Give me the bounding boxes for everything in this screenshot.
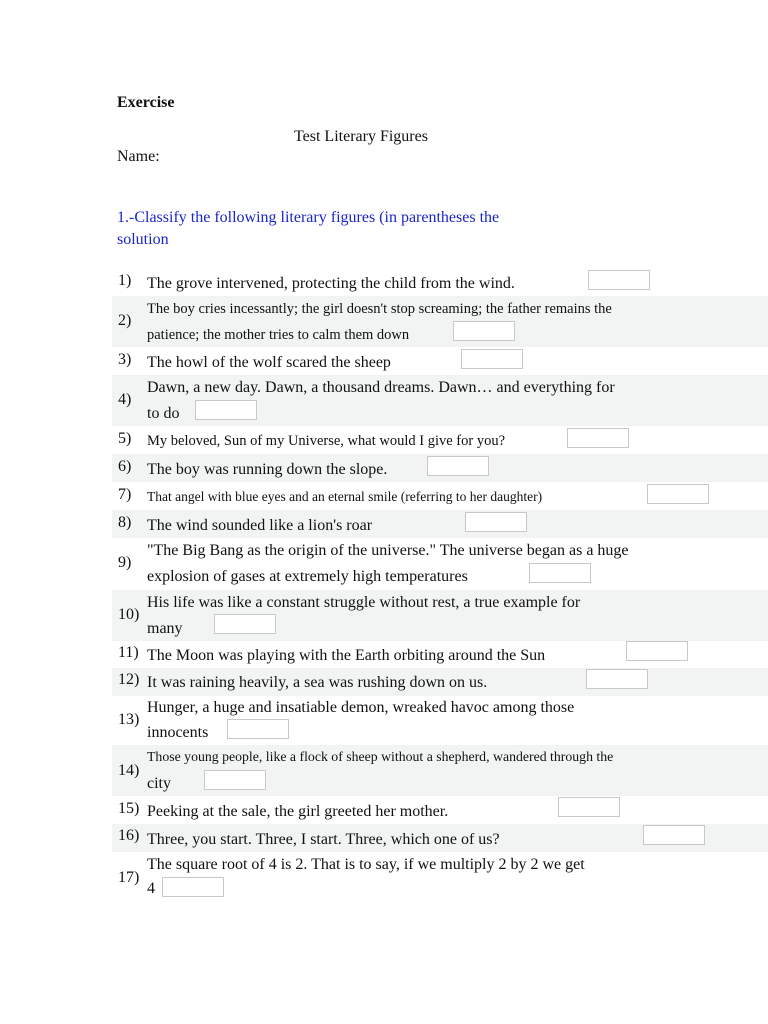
instruction-text (117, 207, 547, 251)
list-item (112, 696, 768, 744)
item-number: 12) (118, 671, 140, 688)
list-item (112, 797, 768, 824)
item-text: Peeking at the sale, the girl greeted her mother. (147, 803, 449, 820)
list-item (112, 852, 768, 902)
answer-box[interactable] (214, 614, 276, 634)
item-number: 5) (118, 430, 132, 447)
item-text: It was raining heavily, a sea was rushing down on us. (147, 674, 488, 691)
item-number: 2) (118, 312, 132, 329)
answer-box[interactable] (453, 321, 515, 341)
item-text: The howl of the wolf scared the sheep (147, 354, 391, 371)
answer-box[interactable] (195, 400, 257, 420)
item-number: 17) (118, 869, 140, 886)
exercise-heading: Exercise (117, 94, 175, 111)
item-number: 6) (118, 458, 132, 475)
item-text-line-1: "The Big Bang as the origin of the universe." The universe began as a huge (147, 542, 629, 559)
item-text-line-1: Dawn, a new day. Dawn, a thousand dreams. Dawn… and everything for (147, 379, 615, 396)
answer-box[interactable] (162, 877, 224, 897)
item-text-line-1: The square root of 4 is 2. That is to say, if we multiply 2 by 2 we get (147, 856, 585, 873)
instruction-line-2: solution (117, 231, 169, 248)
item-number: 16) (118, 827, 140, 844)
answer-box[interactable] (558, 797, 620, 817)
item-text: My beloved, Sun of my Universe, what would I give for you? (147, 433, 506, 449)
answer-box[interactable] (204, 770, 266, 790)
list-item (112, 454, 768, 482)
answer-box[interactable] (586, 669, 648, 689)
item-text-line-2: explosion of gases at extremely high temperatures (147, 568, 468, 585)
item-number: 3) (118, 351, 132, 368)
item-number: 4) (118, 391, 132, 408)
list-item (112, 483, 768, 509)
item-text-line-2: 4 (147, 880, 155, 897)
list-item (112, 642, 768, 668)
answer-box[interactable] (588, 270, 650, 290)
page-title: Test Literary Figures (294, 128, 428, 145)
item-text-line-1: Hunger, a huge and insatiable demon, wreaked havoc among those (147, 699, 575, 716)
answer-box[interactable] (427, 456, 489, 476)
list-item (112, 510, 768, 538)
answer-box[interactable] (465, 512, 527, 532)
item-text-line-2: many (147, 620, 183, 637)
item-text: The wind sounded like a lion's roar (147, 517, 373, 534)
answer-box[interactable] (461, 349, 523, 369)
name-label: Name: (117, 148, 160, 165)
answer-box[interactable] (643, 825, 705, 845)
item-number: 13) (118, 711, 140, 728)
item-text-line-2: patience; the mother tries to calm them down (147, 327, 410, 343)
item-number: 15) (118, 800, 140, 817)
item-text-line-2: to do (147, 405, 180, 422)
item-number: 14) (118, 762, 140, 779)
list-item (112, 348, 768, 374)
list-item (112, 590, 768, 641)
item-text-line-1: His life was like a constant struggle without rest, a true example for (147, 594, 581, 611)
item-number: 11) (118, 644, 139, 661)
answer-box[interactable] (227, 719, 289, 739)
list-item (112, 375, 768, 426)
list-item (112, 427, 768, 453)
item-text-line-2: innocents (147, 724, 209, 741)
item-text: The boy was running down the slope. (147, 461, 388, 478)
list-item (112, 824, 768, 852)
list-item (112, 538, 768, 589)
item-number: 7) (118, 486, 132, 503)
item-text-line-1: Those young people, like a flock of sheep without a shepherd, wandered through the (147, 749, 614, 764)
item-text: That angel with blue eyes and an eternal smile (referring to her daughter) (147, 489, 543, 504)
answer-box[interactable] (626, 641, 688, 661)
item-number: 9) (118, 554, 132, 571)
item-text: The Moon was playing with the Earth orbiting around the Sun (147, 647, 546, 664)
list-item (112, 296, 768, 347)
answer-box[interactable] (529, 563, 591, 583)
item-text: The grove intervened, protecting the child from the wind. (147, 275, 515, 292)
item-text-line-2: city (147, 775, 171, 792)
list-item (112, 745, 768, 796)
item-number: 8) (118, 514, 132, 531)
answer-box[interactable] (647, 484, 709, 504)
item-text: Three, you start. Three, I start. Three, which one of us? (147, 831, 500, 848)
item-text-line-1: The boy cries incessantly; the girl doesn't stop screaming; the father remains the (147, 301, 612, 317)
list-item (112, 668, 768, 696)
list-item (112, 270, 768, 296)
item-number: 1) (118, 272, 132, 289)
item-number: 10) (118, 606, 140, 623)
answer-box[interactable] (567, 428, 629, 448)
instruction-line-1: 1.-Classify the following literary figures (in parentheses the (117, 209, 500, 226)
